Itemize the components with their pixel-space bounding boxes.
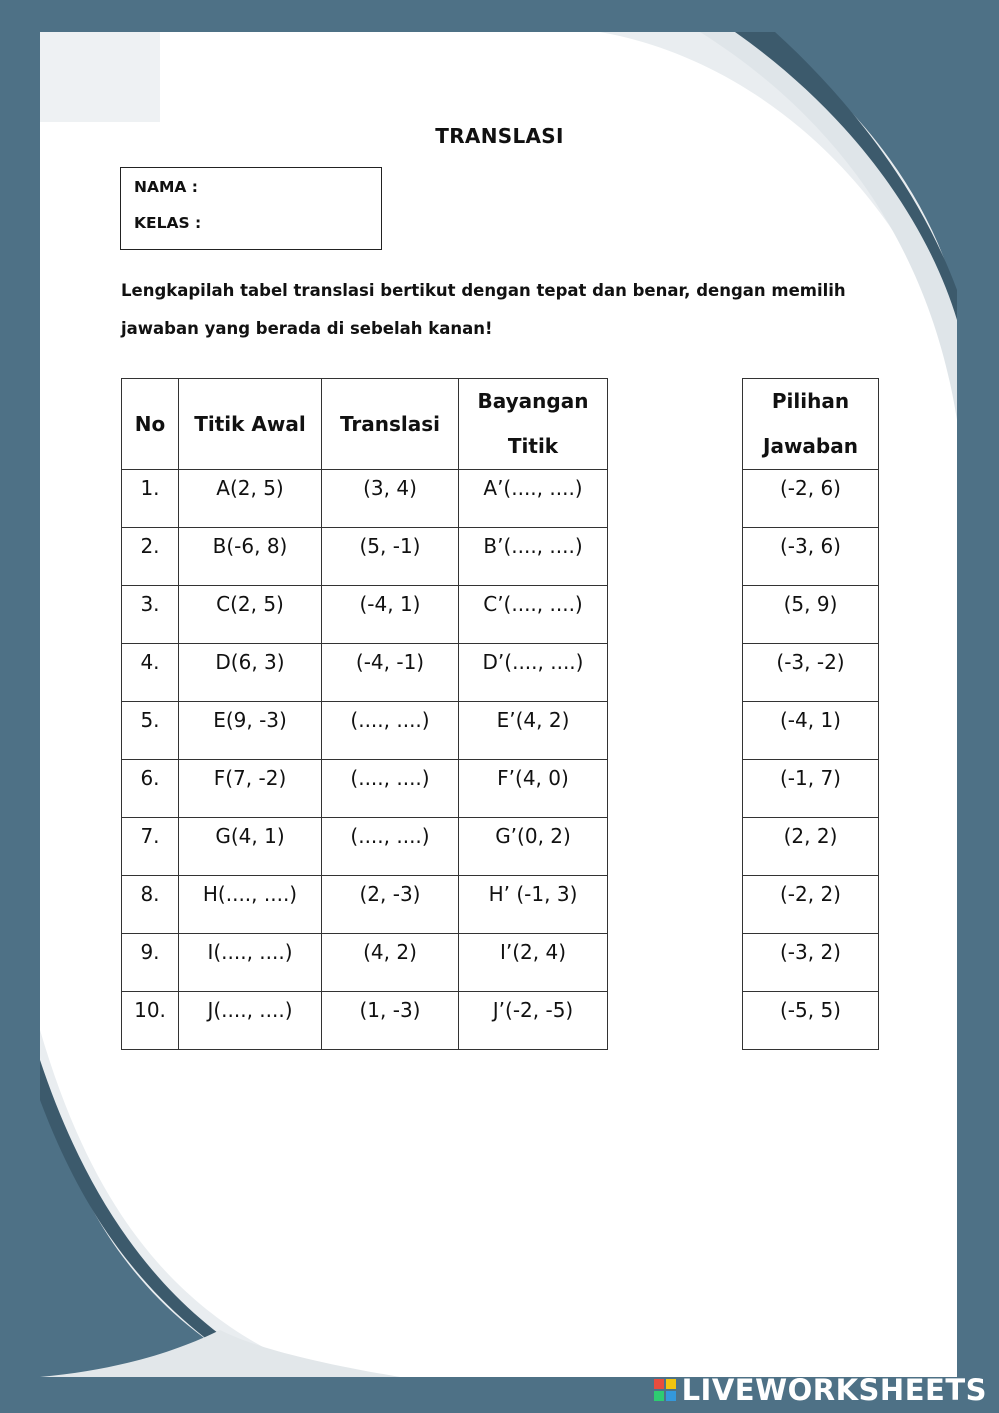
- answer-options-body: [743, 470, 879, 1050]
- image-point-cell: G’(0, 2): [459, 818, 608, 876]
- table-row: [122, 992, 608, 1050]
- worksheet-title: TRANSLASI: [435, 124, 564, 148]
- row-number: 1.: [122, 470, 179, 528]
- translation-cell: (-4, -1): [322, 644, 459, 702]
- translation-cell: (...., ....): [322, 760, 459, 818]
- translation-cell: (...., ....): [322, 818, 459, 876]
- student-identity-box: [120, 167, 382, 250]
- row-number: 3.: [122, 586, 179, 644]
- header-no: No: [122, 379, 179, 470]
- table-row: [122, 934, 608, 992]
- option-row: [743, 934, 879, 992]
- image-point-cell: H’ (-1, 3): [459, 876, 608, 934]
- start-point-cell: C(2, 5): [179, 586, 322, 644]
- answer-option[interactable]: (-2, 6): [743, 470, 879, 528]
- image-point-cell: F’(4, 0): [459, 760, 608, 818]
- start-point-cell: J(...., ....): [179, 992, 322, 1050]
- row-number: 9.: [122, 934, 179, 992]
- watermark-text: LIVEWORKSHEETS: [681, 1373, 987, 1407]
- translation-cell: (4, 2): [322, 934, 459, 992]
- row-number: 6.: [122, 760, 179, 818]
- options-header-row: [743, 379, 879, 470]
- name-label: NAMA :: [134, 178, 198, 196]
- answer-options-table: [742, 378, 879, 1050]
- header-translation: Translasi: [322, 379, 459, 470]
- answer-option[interactable]: (-5, 5): [743, 992, 879, 1050]
- option-row: [743, 586, 879, 644]
- header-image-line2: Titik: [507, 434, 559, 458]
- option-row: [743, 992, 879, 1050]
- start-point-cell: D(6, 3): [179, 644, 322, 702]
- image-point-cell: I’(2, 4): [459, 934, 608, 992]
- translation-cell: (-4, 1): [322, 586, 459, 644]
- image-point-cell: E’(4, 2): [459, 702, 608, 760]
- option-row: [743, 644, 879, 702]
- translation-cell: (3, 4): [322, 470, 459, 528]
- options-header-line2: Jawaban: [763, 434, 858, 458]
- table-row: [122, 760, 608, 818]
- header-start-point: Titik Awal: [179, 379, 322, 470]
- start-point-cell: F(7, -2): [179, 760, 322, 818]
- answer-option[interactable]: (-2, 2): [743, 876, 879, 934]
- translation-cell: (5, -1): [322, 528, 459, 586]
- answer-option[interactable]: (-3, 6): [743, 528, 879, 586]
- answer-option[interactable]: (-3, -2): [743, 644, 879, 702]
- table-row: [122, 644, 608, 702]
- row-number: 10.: [122, 992, 179, 1050]
- image-point-cell: J’(-2, -5): [459, 992, 608, 1050]
- answer-option[interactable]: (-4, 1): [743, 702, 879, 760]
- table-row: [122, 818, 608, 876]
- header-answer-options: [743, 379, 879, 470]
- table-row: [122, 876, 608, 934]
- image-point-cell: B’(...., ....): [459, 528, 608, 586]
- start-point-cell: A(2, 5): [179, 470, 322, 528]
- option-row: [743, 702, 879, 760]
- option-row: [743, 760, 879, 818]
- translation-cell: (2, -3): [322, 876, 459, 934]
- liveworksheets-logo-icon: [654, 1379, 676, 1401]
- table-header-row: [122, 379, 608, 470]
- option-row: [743, 470, 879, 528]
- option-row: [743, 876, 879, 934]
- start-point-cell: E(9, -3): [179, 702, 322, 760]
- row-number: 2.: [122, 528, 179, 586]
- option-row: [743, 528, 879, 586]
- row-number: 4.: [122, 644, 179, 702]
- answer-option[interactable]: (-1, 7): [743, 760, 879, 818]
- image-point-cell: C’(...., ....): [459, 586, 608, 644]
- start-point-cell: G(4, 1): [179, 818, 322, 876]
- answer-option[interactable]: (2, 2): [743, 818, 879, 876]
- row-number: 5.: [122, 702, 179, 760]
- class-label: KELAS :: [134, 214, 202, 232]
- header-image-line1: Bayangan: [477, 389, 589, 413]
- header-image-point: [459, 379, 608, 470]
- answer-option[interactable]: (5, 9): [743, 586, 879, 644]
- table-row: [122, 470, 608, 528]
- row-number: 8.: [122, 876, 179, 934]
- start-point-cell: H(...., ....): [179, 876, 322, 934]
- start-point-cell: I(...., ....): [179, 934, 322, 992]
- table-row: [122, 586, 608, 644]
- option-row: [743, 818, 879, 876]
- image-point-cell: A’(...., ....): [459, 470, 608, 528]
- translation-cell: (1, -3): [322, 992, 459, 1050]
- table-row: [122, 702, 608, 760]
- translation-table-body: [122, 470, 608, 1050]
- table-row: [122, 528, 608, 586]
- instruction-text: Lengkapilah tabel translasi bertikut dengan tepat dan benar, dengan memilih jawaban yang berada di sebelah kanan!: [121, 281, 846, 338]
- translation-cell: (...., ....): [322, 702, 459, 760]
- answer-option[interactable]: (-3, 2): [743, 934, 879, 992]
- row-number: 7.: [122, 818, 179, 876]
- options-header-line1: Pilihan: [771, 389, 850, 413]
- start-point-cell: B(-6, 8): [179, 528, 322, 586]
- translation-table: [121, 378, 608, 1050]
- liveworksheets-watermark: [654, 1373, 987, 1407]
- image-point-cell: D’(...., ....): [459, 644, 608, 702]
